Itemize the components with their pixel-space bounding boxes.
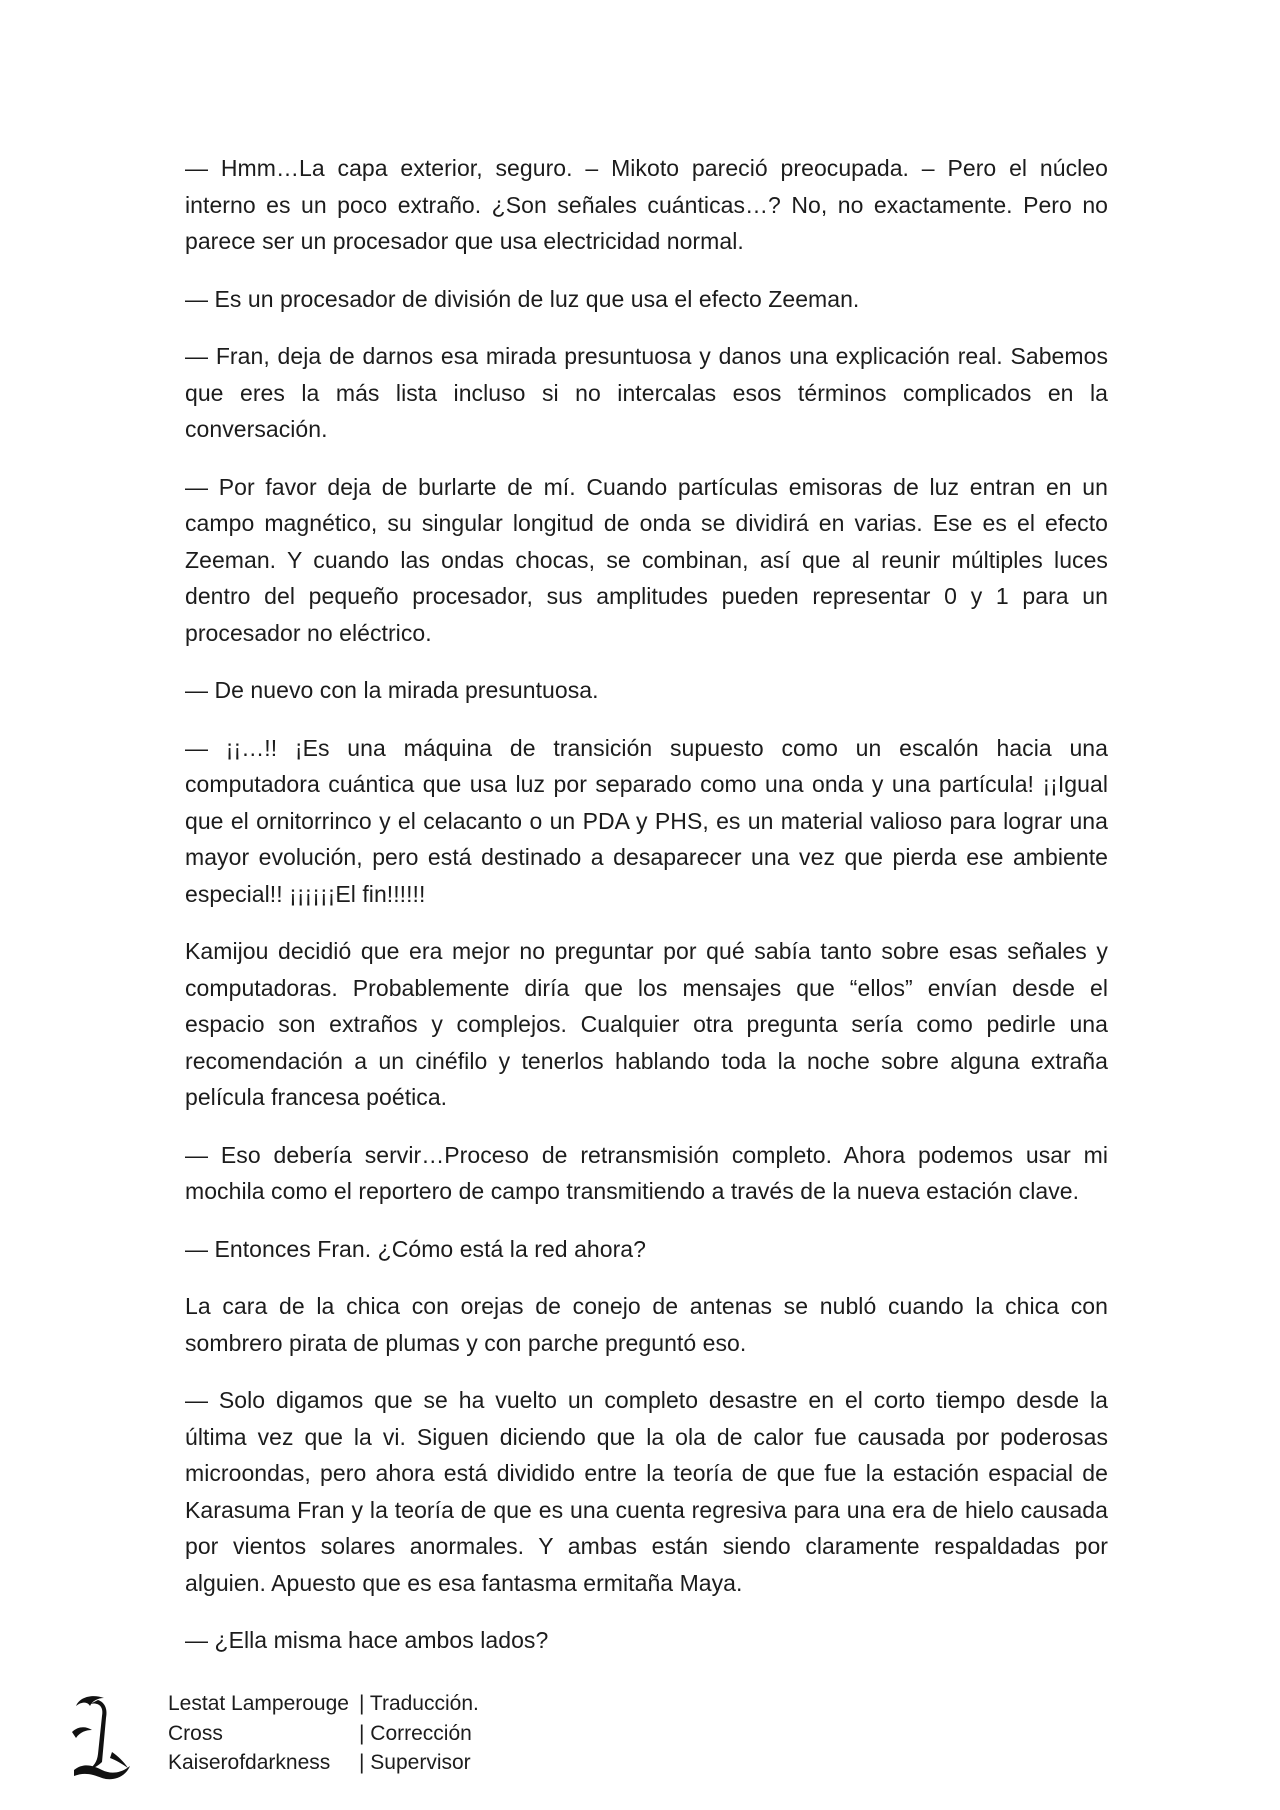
paragraph: — Solo digamos que se ha vuelto un completo desastre en el corto tiempo desde la última vez que la vi. Siguen diciendo que la ola de calor fue causada por poderosas microondas, pero ahora está dividido entre la teoría de que fue la estación espacial de Karasuma Fran y la teoría de que es una cuenta regresiva para una era de hielo causada por vientos solares anormales. Y ambas están siendo claramente respaldadas por alguien. Apuesto que es esa fantasma ermitaña Maya. xyxy=(185,1387,1108,1596)
credit-role: | Corrección xyxy=(359,1721,472,1745)
paragraph: — ¿Ella misma hace ambos lados? xyxy=(185,1627,549,1653)
credit-name: Lestat Lamperouge xyxy=(168,1692,349,1715)
paragraph: — Fran, deja de darnos esa mirada presuntuosa y danos una explicación real. Sabemos que eres la más lista incluso si no intercalas esos términos complicados en la conversación. xyxy=(185,343,1108,442)
gothic-l-logo-icon xyxy=(68,1692,134,1782)
credit-name: Cross xyxy=(168,1721,223,1745)
paragraph: Kamijou decidió que era mejor no preguntar por qué sabía tanto sobre esas señales y computadoras. Probablemente diría que los mensajes que “ellos” envían desde el espacio son extraños y complejos. Cualquier otra pregunta sería como pedirle una recomendación a un cinéfilo y tenerlos hablando toda la noche sobre alguna extraña película francesa poética. xyxy=(185,938,1108,1110)
paragraph: — Eso debería servir…Proceso de retransmisión completo. Ahora podemos usar mi mochila como el reportero de campo transmitiendo a través de la nueva estación clave. xyxy=(185,1141,1108,1204)
credit-row xyxy=(168,1748,479,1778)
paragraph: — Por favor deja de burlarte de mí. Cuando partículas emisoras de luz entran en un campo magnético, su singular longitud de onda se dividirá en varias. Ese es el efecto Zeeman. Y cuando las ondas chocas, se combinan, así que al reunir múltiples luces dentro del pequeño procesador, sus amplitudes pueden representar 0 y 1 para un procesador no eléctrico. xyxy=(185,473,1108,646)
paragraph: — Hmm…La capa exterior, seguro. – Mikoto pareció preocupada. – Pero el núcleo interno es un poco extraño. ¿Son señales cuánticas…? No, no exactamente. Pero no parece ser un procesador que usa electricidad normal. xyxy=(185,155,1108,254)
credit-row xyxy=(168,1689,479,1719)
paragraph: — Es un procesador de división de luz que usa el efecto Zeeman. xyxy=(185,285,860,312)
credit-row xyxy=(168,1719,479,1749)
credit-name: Kaiserofdarkness xyxy=(168,1751,331,1774)
credit-role: | Supervisor xyxy=(359,1751,471,1774)
paragraph: — ¡¡…!! ¡Es una máquina de transición supuesto como un escalón hacia una computadora cuántica que usa luz por separado como una onda y una partícula! ¡¡Igual que el ornitorrinco y el celacanto o un PDA y PHS, es un material valioso para lograr una mayor evolución, pero está destinado a desaparecer una vez que pierda ese ambiente especial!! ¡¡¡¡¡¡El fin!!!!!! xyxy=(185,734,1108,907)
credits-block xyxy=(168,1689,479,1778)
paragraph: La cara de la chica con orejas de conejo de antenas se nubló cuando la chica con sombrero pirata de plumas y con parche preguntó eso. xyxy=(185,1293,1108,1356)
paragraph: — Entonces Fran. ¿Cómo está la red ahora? xyxy=(185,1235,646,1262)
paragraph: — De nuevo con la mirada presuntuosa. xyxy=(185,677,599,703)
credit-role: | Traducción. xyxy=(359,1692,479,1715)
page-body xyxy=(185,150,1108,1680)
